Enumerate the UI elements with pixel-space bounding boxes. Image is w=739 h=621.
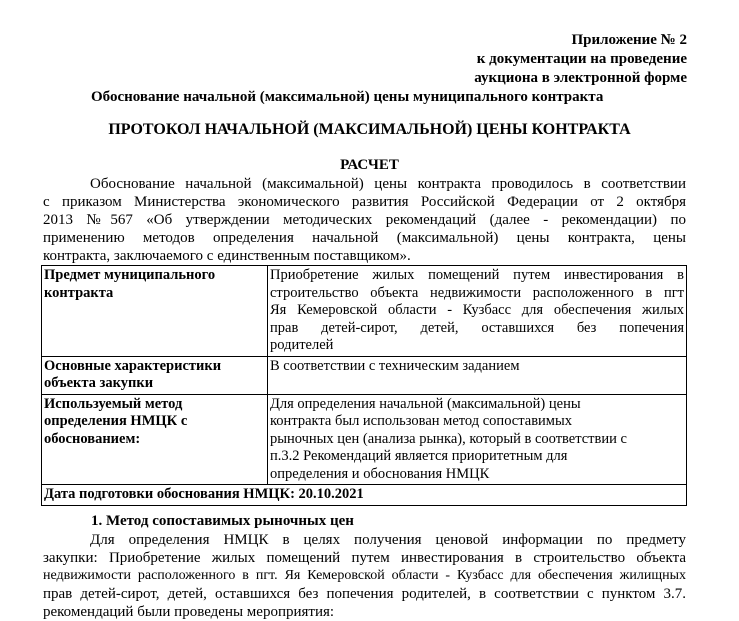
table-row bbox=[42, 394, 687, 485]
key-line: обоснованием: bbox=[44, 430, 141, 447]
intro-line: контракта, заключаемого с единственным поставщиком». bbox=[43, 248, 411, 264]
table-row bbox=[42, 266, 687, 357]
key-line: контракта bbox=[44, 284, 114, 301]
key-line: Предмет муниципального bbox=[44, 267, 216, 283]
value-line: Приобретение жилых помещений путем инвестирования в bbox=[270, 267, 684, 283]
section1-line: Для определения НМЦК в целях получения ценовой информации по предмету bbox=[90, 532, 686, 548]
intro-line: Обоснование начальной (максимальной) цены контракта проводилось в соответствии bbox=[90, 176, 686, 192]
date-cell: Дата подготовки обоснования НМЦК: 20.10.2021 bbox=[42, 485, 687, 506]
section1-line: закупки: Приобретение жилых помещений путем инвестирования в строительство объекта bbox=[43, 550, 686, 566]
value-line: п.3.2 Рекомендаций является приоритетным для bbox=[270, 448, 568, 464]
appendix-line-2: к документации на проведение bbox=[476, 51, 687, 67]
justification-title: Обоснование начальной (максимальной) цены муниципального контракта bbox=[91, 89, 604, 105]
row-key bbox=[42, 394, 268, 485]
row-key bbox=[42, 266, 268, 357]
key-line: объекта закупки bbox=[44, 375, 154, 391]
key-line: Основные характеристики bbox=[44, 357, 222, 374]
value-line: строительство объекта недвижимости расположенного в пгт bbox=[270, 284, 684, 301]
appendix-line-1: Приложение № 2 bbox=[571, 32, 687, 48]
intro-line: 2013 №567 «Об утверждении методических рекомендаций (далее - рекомендации) по bbox=[43, 212, 686, 228]
intro-line: с приказом Министерства экономического развития Российской Федерации от 2 октября bbox=[43, 194, 686, 210]
value-line: Для определения начальной (максимальной) цены bbox=[270, 395, 581, 412]
value-line: В соответствии с техническим заданием bbox=[270, 357, 520, 374]
value-line: контракта был использован метод сопоставимых bbox=[270, 413, 572, 429]
value-line: определения и обоснования НМЦК bbox=[270, 465, 490, 482]
table-row bbox=[42, 356, 687, 394]
value-line: рыночных цен (анализа рынка), который в соответствии с bbox=[270, 430, 627, 447]
row-value bbox=[268, 266, 687, 357]
intro-line: применению методов определения начальной (максимальной) цены контракта, цены bbox=[43, 230, 686, 246]
value-line: прав детей-сирот, детей, оставшихся без попечения bbox=[270, 319, 684, 336]
value-line: Яя Кемеровской области - Кузбасс для обеспечения жилых bbox=[270, 302, 684, 318]
section1-title: 1. Метод сопоставимых рыночных цен bbox=[91, 513, 354, 529]
appendix-line-3: аукциона в электронной форме bbox=[474, 70, 687, 86]
calc-title: РАСЧЕТ bbox=[340, 157, 399, 173]
key-line: Используемый метод bbox=[44, 395, 183, 412]
row-key bbox=[42, 356, 268, 394]
intro-paragraph bbox=[43, 175, 686, 265]
protocol-title: ПРОТОКОЛ НАЧАЛЬНОЙ (МАКСИМАЛЬНОЙ) ЦЕНЫ КОНТРАКТА bbox=[108, 121, 631, 138]
section1-paragraph bbox=[43, 531, 686, 621]
value-line: родителей bbox=[270, 337, 334, 353]
key-line: определения НМЦК с bbox=[44, 413, 188, 429]
row-value bbox=[268, 394, 687, 485]
contract-info-table bbox=[41, 265, 687, 506]
row-value bbox=[268, 356, 687, 394]
section1-line: прав детей-сирот, детей, оставшихся без попечения родителей, в соответствии с пунктом 3.7. bbox=[43, 586, 686, 602]
section1-line: рекомендаций были проведены мероприятия: bbox=[43, 604, 335, 620]
section1-line: недвижимости расположенного в пгт. Яя Кемеровской области - Кузбасс для обеспечения жилищных bbox=[43, 568, 686, 583]
table-row-date bbox=[42, 485, 687, 506]
